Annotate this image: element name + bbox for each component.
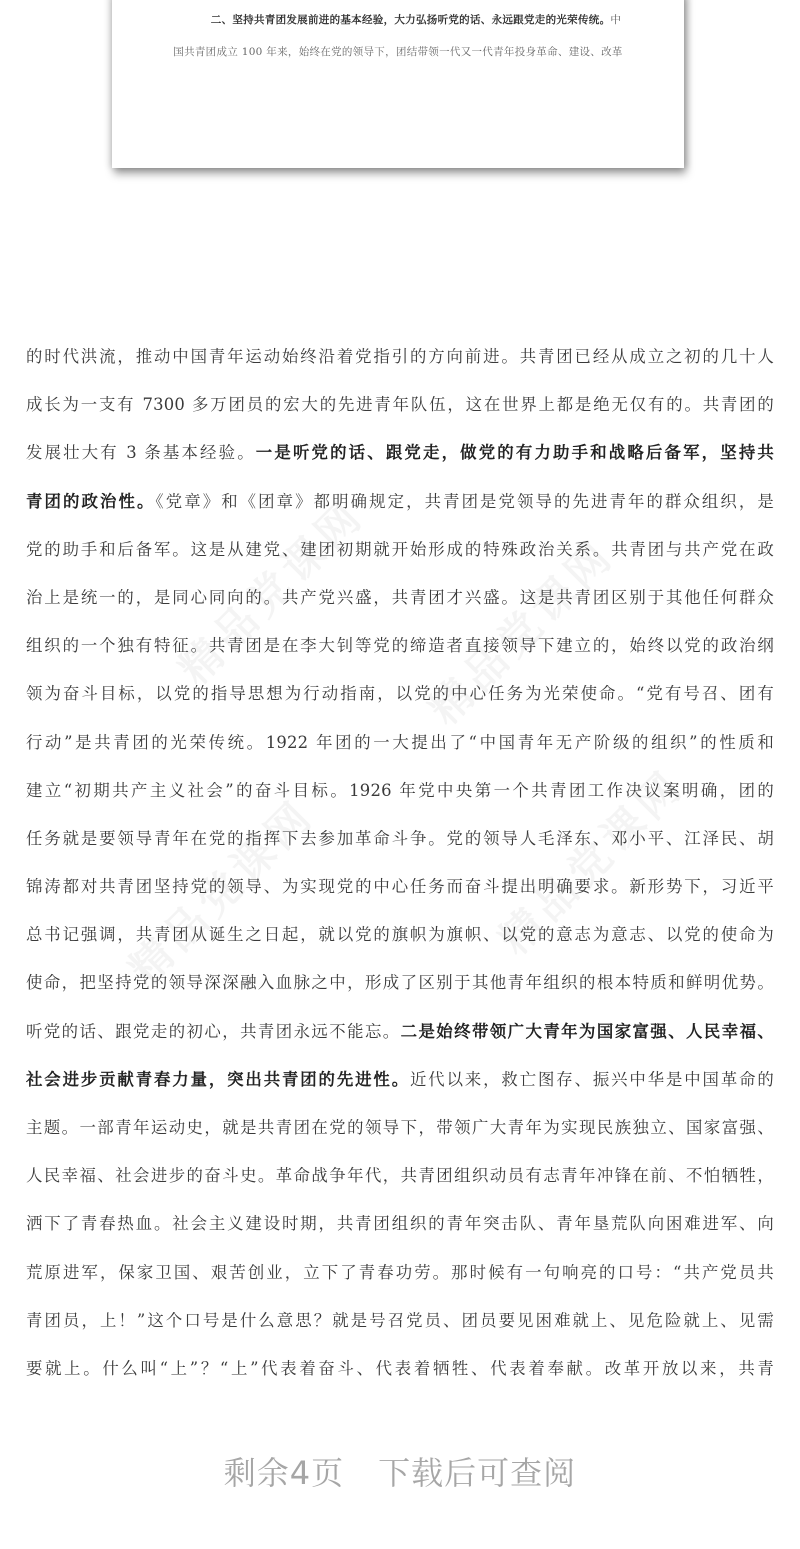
paragraph-line xyxy=(26,820,774,868)
paragraph-line xyxy=(26,579,774,627)
paragraph-line xyxy=(26,916,774,964)
line-text: 组织的一个独有特征。共青团是在李大钊等党的缔造者直接领导下建立的，始终以党的政治纲 xyxy=(26,636,774,656)
line-text: 总书记强调，共青团从诞生之日起，就以党的旗帜为旗帜、以党的意志为意志、以党的使命为 xyxy=(26,925,774,945)
preview-line-2: 国共青团成立 100 年来，始终在党的领导下，团结带领一代又一代青年投身革命、建设、改革 xyxy=(173,46,623,58)
line-text: 领为奋斗目标，以党的指导思想为行动指南，以党的中心任务为光荣使命。“党有号召、团有 xyxy=(26,684,774,704)
paragraph-line xyxy=(26,531,774,579)
paragraph-line xyxy=(26,1350,774,1398)
emphasis-text: 青团的政治性。 xyxy=(26,491,156,511)
paragraph-line xyxy=(26,964,774,1012)
line-text: 荒原进军，保家卫国、艰苦创业，立下了青春功劳。那时候有一句响亮的口号：“共产党员共 xyxy=(26,1262,774,1282)
preview-page-card xyxy=(112,0,684,168)
document-body xyxy=(26,338,774,1398)
paragraph-line xyxy=(26,1157,774,1205)
emphasis-text: 一是听党的话、跟党走，做党的有力助手和战略后备军，坚持共 xyxy=(255,443,774,463)
line-text: 人民幸福、社会进步的奋斗史。革命战争年代，共青团组织动员有志青年冲锋在前、不怕牺牲， xyxy=(26,1166,774,1186)
line-text: 党的助手和后备军。这是从建党、建团初期就开始形成的特殊政治关系。共青团与共产党在政 xyxy=(26,539,774,559)
paragraph-line xyxy=(26,1013,774,1061)
line-text: 青团员，上！”这个口号是什么意思？就是号召党员、团员要见困难就上、见危险就上、见需 xyxy=(26,1310,774,1330)
emphasis-text: 社会进步贡献青春力量，突出共青团的先进性。 xyxy=(26,1069,410,1089)
paragraph-line xyxy=(26,386,774,434)
paragraph-line xyxy=(26,483,774,531)
line-text: 洒下了青春热血。社会主义建设时期，共青团组织的青年突击队、青年垦荒队向困难进军、向 xyxy=(26,1214,774,1234)
line-text: 主题。一部青年运动史，就是共青团在党的领导下，带领广大青年为实现民族独立、国家富强、 xyxy=(26,1118,774,1137)
line-text: 使命，把坚持党的领导深深融入血脉之中，形成了区别于其他青年组织的根本特质和鲜明优势。 xyxy=(26,973,774,993)
paragraph-line xyxy=(26,434,774,482)
paragraph-line xyxy=(26,868,774,916)
paragraph-line xyxy=(26,1205,774,1253)
paragraph-line xyxy=(26,1254,774,1302)
paragraph-line xyxy=(26,1109,774,1157)
paragraph-line xyxy=(26,627,774,675)
download-to-view-label: 下载后可查阅 xyxy=(378,1454,577,1492)
line-text: 听党的话、跟党走的初心，共青团永远不能忘。 xyxy=(26,1021,401,1041)
paragraph-line xyxy=(26,772,774,820)
line-text: 的时代洪流，推动中国青年运动始终沿着党指引的方向前进。共青团已经从成立之初的几十人 xyxy=(26,347,774,366)
line-text: 《党章》和《团章》都明确规定，共青团是党领导的先进青年的群众组织，是 xyxy=(155,491,774,511)
paragraph-line xyxy=(26,1061,774,1109)
remaining-pages-prompt[interactable] xyxy=(0,1448,800,1494)
emphasis-text: 二是始终带领广大青年为国家富强、人民幸福、 xyxy=(400,1021,774,1041)
remaining-pages-count: 剩余4页 xyxy=(223,1454,345,1492)
line-text: 要就上。什么叫“上”？“上”代表着奋斗、代表着牺牲、代表着奉献。改革开放以来，共青 xyxy=(26,1358,774,1378)
line-text: 治上是统一的，是同心同向的。共产党兴盛，共青团才兴盛。这是共青团区别于其他任何群众 xyxy=(26,587,774,607)
line-text: 任务就是要领导青年在党的指挥下去参加革命斗争。党的领导人毛泽东、邓小平、江泽民、胡 xyxy=(26,828,774,848)
line-text: 近代以来，救亡图存、振兴中华是中国革命的 xyxy=(410,1069,775,1089)
paragraph-line xyxy=(26,338,774,386)
line-text: 发展壮大有 3 条基本经验。 xyxy=(26,443,256,463)
line-text: 成长为一支有 7300 多万团员的宏大的先进青年队伍，这在世界上都是绝无仅有的。共青团的 xyxy=(26,395,774,415)
line-text: 建立“初期共产主义社会”的奋斗目标。1926 年党中央第一个共青团工作决议案明确，团的 xyxy=(26,780,774,800)
line-text: 行动”是共青团的光荣传统。1922 年团的一大提出了“中国青年无产阶级的组织”的性质和 xyxy=(26,732,774,752)
paragraph-line xyxy=(26,724,774,772)
line-text: 锦涛都对共青团坚持党的领导、为实现党的中心任务而奋斗提出明确要求。新形势下，习近平 xyxy=(26,877,774,897)
preview-heading: 二、坚持共青团发展前进的基本经验，大力弘扬听党的话、永远跟党走的光荣传统。中 xyxy=(210,14,622,26)
paragraph-line xyxy=(26,675,774,723)
paragraph-line xyxy=(26,1302,774,1350)
